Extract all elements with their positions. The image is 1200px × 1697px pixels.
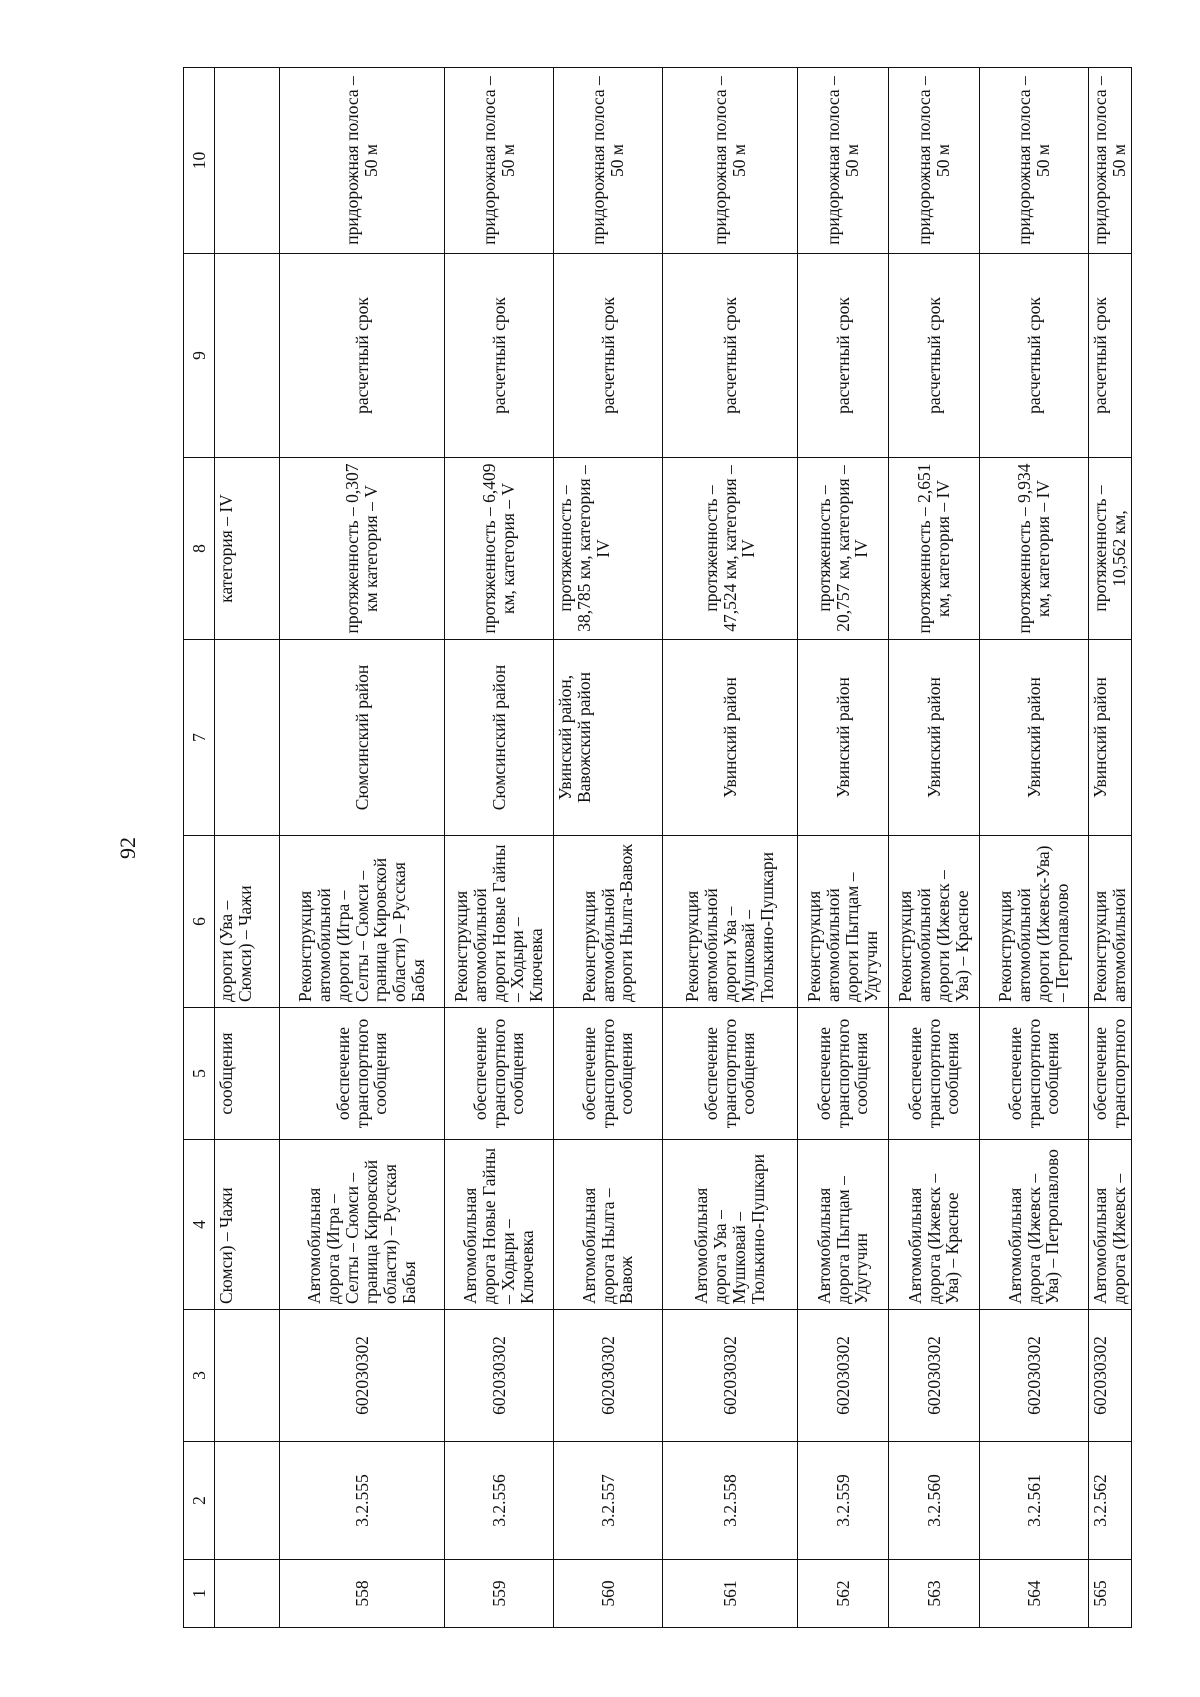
header-cell: 6 [184, 836, 215, 1008]
row-name: Автомобильная дорога Пытцам – Удугучин [798, 1140, 889, 1310]
row-okto: 602030302 [980, 1310, 1089, 1442]
table-row [280, 68, 445, 1628]
row-params: протяженность – 6,409 км, категория – V [445, 458, 554, 640]
row-zone: придорожная полоса – 50 м [663, 68, 798, 254]
row-purpose: обеспечение транспортного сообщения [889, 1008, 980, 1140]
row-work: Реконструкция автомобильной дороги (Ижевск – Ува) – Красное [889, 836, 980, 1008]
row-number: 563 [889, 1560, 980, 1628]
row-params: протяженность – 38,785 км, категория – IV [554, 458, 663, 640]
row-zone: придорожная полоса – 50 м [554, 68, 663, 254]
row-okto: 602030302 [1089, 1310, 1132, 1442]
row-term: расчетный срок [980, 254, 1089, 458]
header-cell: 8 [184, 458, 215, 640]
row-work: Реконструкция автомобильной [1089, 836, 1132, 1008]
row-zone: придорожная полоса – 50 м [1089, 68, 1132, 254]
header-cell: 3 [184, 1310, 215, 1442]
row-okto: 602030302 [663, 1310, 798, 1442]
row-code: 3.2.560 [889, 1442, 980, 1560]
page-number: 92 [115, 837, 140, 859]
row-number: 559 [445, 1560, 554, 1628]
row-okto: 602030302 [798, 1310, 889, 1442]
table-cell [215, 1310, 280, 1442]
row-code: 3.2.562 [1089, 1442, 1132, 1560]
continuation-row [215, 68, 280, 1628]
row-name: Автомобильная дорога (Игра – Селты – Сюмси – граница Кировской области) – Русская Бабья [280, 1140, 445, 1310]
row-number: 565 [1089, 1560, 1132, 1628]
row-term: расчетный срок [280, 254, 445, 458]
row-name: Автомобильная дорога (Ижевск – Ува) – Красное [889, 1140, 980, 1310]
row-params: протяженность – 2,651 км, категория – IV [889, 458, 980, 640]
row-work: Реконструкция автомобильной дороги (Ижевск-Ува) – Петропавлово [980, 836, 1089, 1008]
row-work: Реконструкция автомобильной дороги Новые Гайны – Ходыри – Ключевка [445, 836, 554, 1008]
header-cell: 4 [184, 1140, 215, 1310]
row-name: Автомобильная дорога Новые Гайны – Ходыри – Ключевка [445, 1140, 554, 1310]
header-cell: 10 [184, 68, 215, 254]
infrastructure-table [183, 67, 1132, 1628]
table-row [554, 68, 663, 1628]
table-cell [215, 1442, 280, 1560]
row-okto: 602030302 [889, 1310, 980, 1442]
table-cell [215, 68, 280, 254]
row-params: протяженность – 0,307 км категория – V [280, 458, 445, 640]
table-row [889, 68, 980, 1628]
row-okto: 602030302 [554, 1310, 663, 1442]
row-district: Увинский район [980, 640, 1089, 836]
row-purpose: обеспечение транспортного [1089, 1008, 1132, 1140]
row-purpose: обеспечение транспортного сообщения [980, 1008, 1089, 1140]
row-code: 3.2.555 [280, 1442, 445, 1560]
row-zone: придорожная полоса – 50 м [445, 68, 554, 254]
header-cell: 9 [184, 254, 215, 458]
row-purpose: обеспечение транспортного сообщения [445, 1008, 554, 1140]
row-purpose: обеспечение транспортного сообщения [663, 1008, 798, 1140]
row-zone: придорожная полоса – 50 м [280, 68, 445, 254]
row-okto: 602030302 [280, 1310, 445, 1442]
table-row [798, 68, 889, 1628]
row-work: Реконструкция автомобильной дороги Ува – Мушковай – Тюлькино-Пушкари [663, 836, 798, 1008]
row-purpose: обеспечение транспортного сообщения [280, 1008, 445, 1140]
table-row [980, 68, 1089, 1628]
row-name: Автомобильная дорога Ува – Мушковай – Тюлькино-Пушкари [663, 1140, 798, 1310]
row-term: расчетный срок [1089, 254, 1132, 458]
row-number: 564 [980, 1560, 1089, 1628]
rotated-table-container [183, 68, 1129, 1628]
table-row [1089, 68, 1132, 1628]
row-code: 3.2.556 [445, 1442, 554, 1560]
row-zone: придорожная полоса – 50 м [798, 68, 889, 254]
row-purpose: обеспечение транспортного сообщения [554, 1008, 663, 1140]
row-number: 560 [554, 1560, 663, 1628]
row-params: протяженность – 47,524 км, категория – IV [663, 458, 798, 640]
row-params: протяженность – 20,757 км, категория – IV [798, 458, 889, 640]
header-row [184, 68, 215, 1628]
row-code: 3.2.557 [554, 1442, 663, 1560]
row-work: Реконструкция автомобильной дороги Пытцам – Удугучин [798, 836, 889, 1008]
row-number: 562 [798, 1560, 889, 1628]
table-cell: категория – IV [215, 458, 280, 640]
row-district: Сюмсинский район [280, 640, 445, 836]
row-number: 558 [280, 1560, 445, 1628]
row-params: протяженность – 10,562 км, [1089, 458, 1132, 640]
row-code: 3.2.558 [663, 1442, 798, 1560]
row-name: Автомобильная дорога Нылга – Вавож [554, 1140, 663, 1310]
row-district: Увинский район [663, 640, 798, 836]
table-cell [215, 640, 280, 836]
row-code: 3.2.559 [798, 1442, 889, 1560]
table-cell: сообщения [215, 1008, 280, 1140]
row-district: Увинский район [798, 640, 889, 836]
header-cell: 2 [184, 1442, 215, 1560]
row-term: расчетный срок [889, 254, 980, 458]
row-term: расчетный срок [554, 254, 663, 458]
table-cell [215, 1560, 280, 1628]
row-name: Автомобильная дорога (Ижевск – [1089, 1140, 1132, 1310]
row-district: Сюмсинский район [445, 640, 554, 836]
row-name: Автомобильная дорога (Ижевск –Ува) – Петропавлово [980, 1140, 1089, 1310]
header-cell: 5 [184, 1008, 215, 1140]
row-number: 561 [663, 1560, 798, 1628]
table-row [663, 68, 798, 1628]
row-zone: придорожная полоса – 50 м [980, 68, 1089, 254]
row-district: Увинский район [1089, 640, 1132, 836]
row-purpose: обеспечение транспортного сообщения [798, 1008, 889, 1140]
row-params: протяженность – 9,934 км, категория – IV [980, 458, 1089, 640]
header-cell: 1 [184, 1560, 215, 1628]
row-work: Реконструкция автомобильной дороги Нылга-Вавож [554, 836, 663, 1008]
row-term: расчетный срок [663, 254, 798, 458]
row-district: Увинский район [889, 640, 980, 836]
row-zone: придорожная полоса – 50 м [889, 68, 980, 254]
row-term: расчетный срок [798, 254, 889, 458]
table-row [445, 68, 554, 1628]
header-cell: 7 [184, 640, 215, 836]
table-cell: Сюмси) – Чажи [215, 1140, 280, 1310]
row-work: Реконструкция автомобильной дороги (Игра – Селты – Сюмси – граница Кировской области) – Русская Бабья [280, 836, 445, 1008]
table-cell [215, 254, 280, 458]
row-code: 3.2.561 [980, 1442, 1089, 1560]
row-term: расчетный срок [445, 254, 554, 458]
row-district: Увинский район, Вавожский район [554, 640, 663, 836]
row-okto: 602030302 [445, 1310, 554, 1442]
table-cell: дороги (Ува – Сюмси) – Чажи [215, 836, 280, 1008]
